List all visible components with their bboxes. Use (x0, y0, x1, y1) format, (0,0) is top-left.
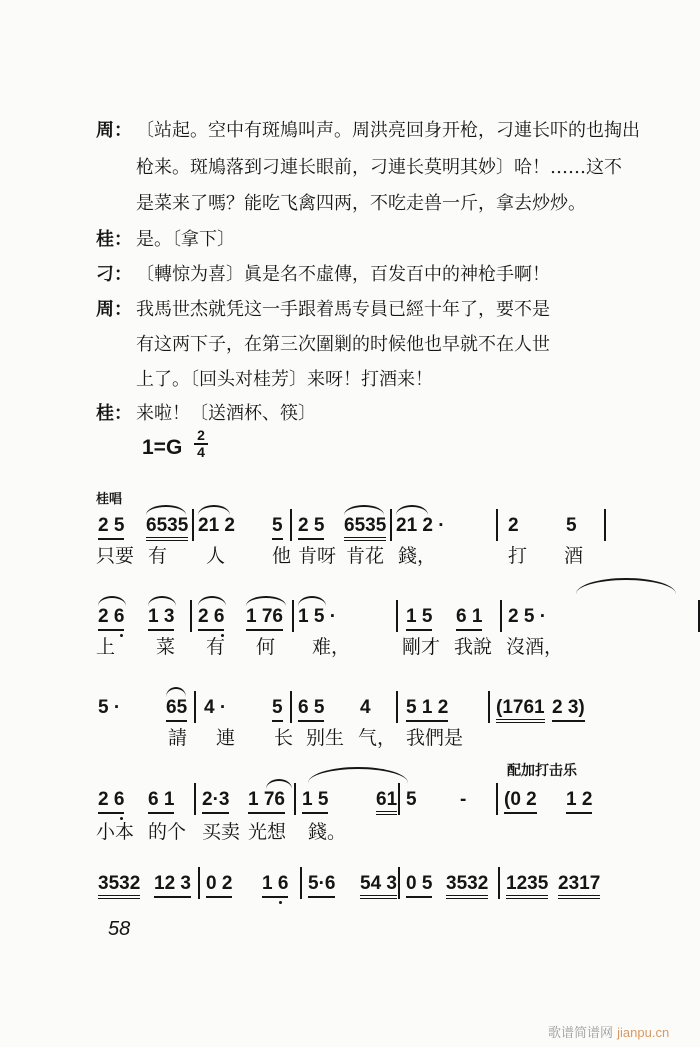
note-group: 65 (166, 697, 187, 722)
dialogue-continuation: 枪来。斑鳩落到刁連长眼前，刁連长莫明其妙〕哈！……这不 (136, 157, 622, 178)
barline (300, 867, 302, 899)
note-group: 5 (272, 515, 283, 540)
dialogue-line: 周： 我馬世杰就凭这一手跟着馬专員已經十年了，要不是 (96, 299, 550, 320)
lyric: 光想 (248, 821, 287, 843)
note-group: 3532 (98, 873, 140, 899)
barline (194, 691, 196, 723)
note-group: (0 2 (504, 789, 537, 814)
note-group: 2 6 (198, 606, 224, 631)
slur (146, 505, 186, 515)
lyric: 买卖 (202, 821, 241, 843)
barline (194, 783, 196, 815)
watermark-text: 歌谱简谱网 (548, 1026, 614, 1041)
barline (496, 509, 498, 541)
barline (498, 867, 500, 899)
note-group: 2 6 (98, 606, 124, 631)
score-row-1 (96, 515, 616, 567)
lyric: 肯呀 (298, 545, 337, 567)
barline (398, 783, 400, 815)
slur (266, 779, 292, 789)
slur (246, 596, 286, 606)
note-group: 2 5 (298, 515, 324, 540)
note: 5 (272, 697, 283, 722)
lyric: 小本 (96, 821, 135, 843)
time-signature (194, 428, 208, 460)
note: 4 (360, 697, 371, 718)
dialogue-continuation: 是菜来了嗎？能吃飞禽四两，不吃走兽一斤，拿去炒炒。 (136, 193, 586, 214)
note-group: 0 2 (206, 873, 232, 898)
watermark (548, 1022, 669, 1041)
note-group: 4 · (204, 697, 227, 718)
lyric: 难， (312, 636, 351, 658)
accompaniment-note: 配加打击乐 (507, 763, 577, 779)
note-group: 21 2 (198, 515, 235, 536)
note-group: (1761 (496, 697, 545, 723)
note: 5 (566, 515, 577, 536)
lyric: 連 (216, 727, 236, 749)
key-signature: 1=G (142, 436, 183, 459)
tie (576, 578, 676, 594)
note-group: 1 2 (566, 789, 592, 814)
lyric: 何 (256, 636, 276, 658)
note-group: 6535 (146, 515, 188, 541)
barline (390, 509, 392, 541)
note-group: 1 3 (148, 606, 174, 631)
note-group: 2 5 · (508, 606, 547, 627)
lyric: 人 (206, 545, 226, 567)
note-group: 2 5 (98, 515, 124, 540)
note-group: 5·6 (308, 873, 335, 898)
barline (190, 600, 192, 632)
barline (396, 600, 398, 632)
dialogue-line: 桂： 是。〔拿下〕 (96, 229, 235, 250)
lyric: 請 (168, 727, 188, 749)
note-group: 6 1 (456, 606, 482, 631)
slur (166, 687, 186, 697)
note-group: 21 2 · (396, 515, 445, 536)
barline (290, 509, 292, 541)
note-group: 3532 (446, 873, 488, 899)
barline (488, 691, 490, 723)
low-octave-dot (120, 634, 123, 637)
watermark-url: jianpu.cn (617, 1025, 670, 1040)
lyric: 肯花 (346, 545, 385, 567)
lyric: 有 (206, 636, 226, 658)
note-group: 1 5 (406, 606, 432, 631)
lyric: 打 (508, 545, 528, 567)
lyric: 别生 (306, 727, 345, 749)
lyric: 酒 (564, 545, 584, 567)
barline (290, 691, 292, 723)
barline (192, 509, 194, 541)
barline (604, 509, 606, 541)
lyric: 气， (358, 727, 397, 749)
low-octave-dot (279, 901, 282, 904)
lyric: 上 (96, 636, 116, 658)
note: 2 (508, 515, 519, 536)
dialogue-line: 桂： 来啦！〔送酒杯、筷〕 (96, 403, 316, 424)
note-group: 1 5 (302, 789, 328, 814)
tie (308, 767, 408, 783)
note-group: 12 3 (154, 873, 191, 898)
slur (148, 596, 176, 606)
lyric: 我說 (454, 636, 493, 658)
barline (396, 691, 398, 723)
note: 5 (406, 789, 417, 810)
dialogue-line: 刁： 〔轉惊为喜〕眞是名不虛傳，百发百中的神枪手啊！ (96, 264, 550, 285)
dash: - (460, 789, 467, 810)
barline (496, 783, 498, 815)
note-group: 6535 (344, 515, 386, 541)
dialogue-continuation: 有这两下子，在第三次圍剿的时候他也早就不在人世 (136, 334, 550, 355)
lyric: 只要 (96, 545, 135, 567)
note-group: 2 3) (552, 697, 585, 722)
lyric: 沒酒， (506, 636, 564, 658)
lyric: 的个 (148, 821, 187, 843)
note-group: 61 (376, 789, 397, 815)
barline (198, 867, 200, 899)
lyric: 剛才 (402, 636, 441, 658)
lyric: 錢， (398, 545, 437, 567)
note-group: 0 5 (406, 873, 432, 898)
barline (292, 600, 294, 632)
score-row-5 (96, 873, 616, 913)
dialogue-line: 周： 〔站起。空中有斑鳩叫声。周洪亮回身开枪，刁連长吓的也掏出 (96, 120, 640, 141)
note-group: 1 5 · (298, 606, 337, 627)
score-row-4 (96, 789, 616, 843)
lyric: 我們是 (406, 727, 464, 749)
page-number: 58 (108, 918, 131, 940)
note-group: 1 76 (248, 789, 285, 814)
barline (398, 867, 400, 899)
note-group: 2·3 (202, 789, 229, 814)
note-group: 6 1 (148, 789, 174, 814)
slur (98, 596, 126, 606)
slur (198, 505, 230, 515)
score-row-3 (96, 697, 616, 749)
note-group: 6 5 (298, 697, 324, 722)
slur (298, 596, 326, 606)
lyric: 菜 (156, 636, 176, 658)
note-group: 2317 (558, 873, 600, 899)
lyric: 錢。 (308, 821, 347, 843)
time-numerator: 2 (194, 428, 208, 445)
note-group: 1 6 (262, 873, 288, 898)
dialogue-continuation: 上了。〔回头对桂芳〕来呀！打酒来！ (136, 369, 433, 390)
lyric: 长 (274, 727, 294, 749)
lyric: 有 (148, 545, 168, 567)
note-group: 5 · (98, 697, 121, 718)
barline (294, 783, 296, 815)
singer-label: 桂唱 (96, 492, 123, 507)
slur (396, 505, 428, 515)
note-group: 1 76 (246, 606, 283, 631)
note-group: 5 1 2 (406, 697, 448, 722)
barline (500, 600, 502, 632)
slur (198, 596, 226, 606)
note-group: 1235 (506, 873, 548, 899)
score-row-2 (96, 606, 616, 658)
lyric: 他 (272, 545, 292, 567)
note-group: 54 3 (360, 873, 397, 899)
note-group: 2 6 (98, 789, 124, 814)
time-denominator: 4 (197, 444, 205, 460)
slur (344, 505, 384, 515)
